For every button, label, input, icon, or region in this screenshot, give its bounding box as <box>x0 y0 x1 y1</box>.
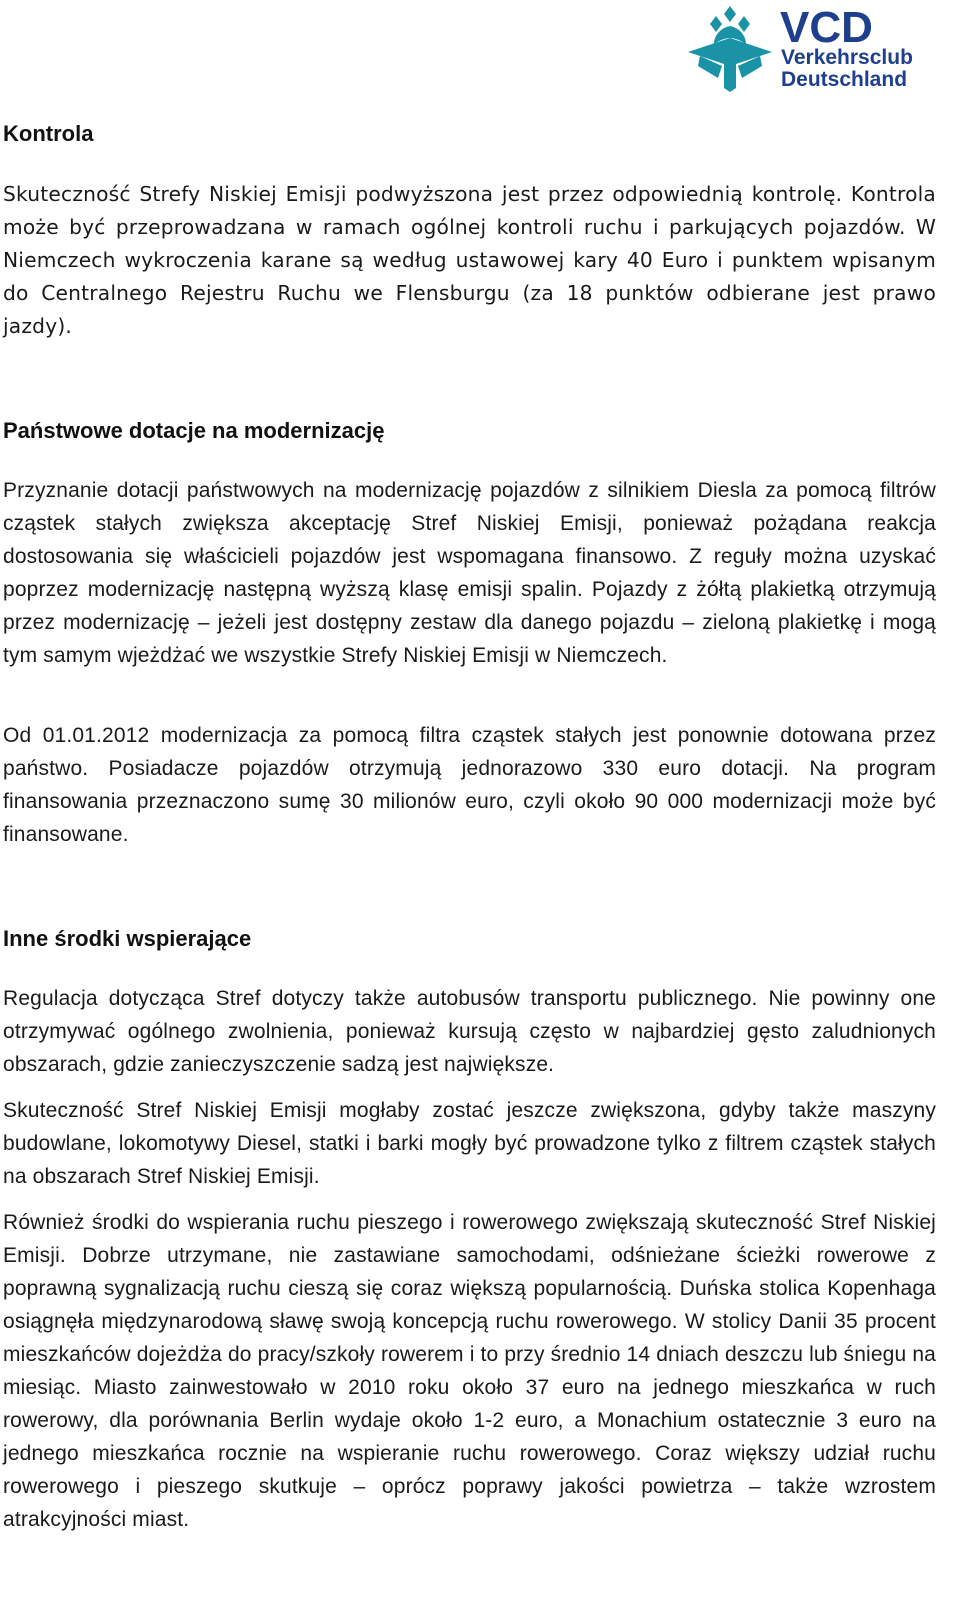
dotacje-paragraph-2: Od 01.01.2012 modernizacja za pomocą filtra cząstek stałych jest ponownie dotowana przez państwo. Posiadacze pojazdów otrzymują jednorazowo 330 euro dotacji. Na program finansowania przeznaczono sumę 30 milionów euro, czyli około 90 000 modernizacji może być finansowane. <box>3 724 936 846</box>
section-heading-dotacje: Państwowe dotacje na modernizację <box>3 418 385 443</box>
logo-line2-text: Deutschland <box>781 68 908 91</box>
logo-big-text: VCD <box>780 4 873 52</box>
vcd-logo <box>686 4 942 94</box>
section-heading-kontrola: Kontrola <box>3 121 94 146</box>
inne-paragraph-3: Również środki do wspierania ruchu pieszego i rowerowego zwiększają skuteczność Stref Niskiej Emisji. Dobrze utrzymane, nie zastawiane samochodami, odśnieżane ścieżki rowerowe z poprawną sygnalizacją ruchu cieszą się coraz większą popularnością. Duńska stolica Kopenhaga osiągnęła międzynarodową sławę swoją koncepcją ruchu rowerowego. W stolicy Danii 35 procent mieszkańców dojeżdża do pracy/szkoły rowerem i to przy średnio 14 dniach deszczu lub śniegu na miesiąc. Miasto zainwestowało w 2010 roku około 37 euro na jednego mieszkańca w ruch rowerowy, dla porównania Berlin wydaje około 1-2 euro, a Monachium ostatecznie 3 euro na jednego mieszkańca rocznie na wspieranie ruchu rowerowego. Coraz większy udział ruchu rowerowego i pieszego skutkuje – oprócz poprawy jakości powietrza – także wzrostem atrakcyjności miast. <box>3 1211 936 1531</box>
vcd-emblem-icon <box>686 4 942 94</box>
inne-paragraph-2: Skuteczność Stref Niskiej Emisji mogłaby zostać jeszcze zwiększona, gdyby także maszyny budowlane, lokomotywy Diesel, statki i barki mogły być prowadzone tylko z filtrem cząstek stałych na obszarach Stref Niskiej Emisji. <box>3 1099 936 1188</box>
kontrola-paragraph: Skuteczność Strefy Niskiej Emisji podwyższona jest przez odpowiednią kontrolę. Kontrola może być przeprowadzana w ramach ogólnej kontroli ruchu i parkujących pojazdów. W Niemczech wykroczenia karane są według ustawowej kary 40 Euro i punktem wpisanym do Centralnego Rejestru Ruchu we Flensburgu (za 18 punktów odbierane jest prawo jazdy). <box>3 182 936 338</box>
section-heading-inne-srodki: Inne środki wspierające <box>3 926 252 951</box>
inne-paragraph-1: Regulacja dotycząca Stref dotyczy także autobusów transportu publicznego. Nie powinny one otrzymywać ogólnego zwolnienia, ponieważ kursują często w najbardziej gęsto zaludnionych obszarach, gdzie zanieczyszczenie sadzą jest największe. <box>3 987 936 1076</box>
logo-line1-text: Verkehrsclub <box>781 46 913 69</box>
dotacje-paragraph-1: Przyznanie dotacji państwowych na modernizację pojazdów z silnikiem Diesla za pomocą filtrów cząstek stałych zwiększa akceptację Stref Niskiej Emisji, ponieważ pożądana reakcja dostosowania się właścicieli pojazdów jest wspomagana finansowo. Z reguły można uzyskać poprzez modernizację następną wyższą klasę emisji spalin. Pojazdy z żółtą plakietką otrzymują przez modernizację – jeżeli jest dostępny zestaw dla danego pojazdu – zieloną plakietkę i mogą tym samym wjeżdżać we wszystkie Strefy Niskiej Emisji w Niemczech. <box>3 479 936 667</box>
